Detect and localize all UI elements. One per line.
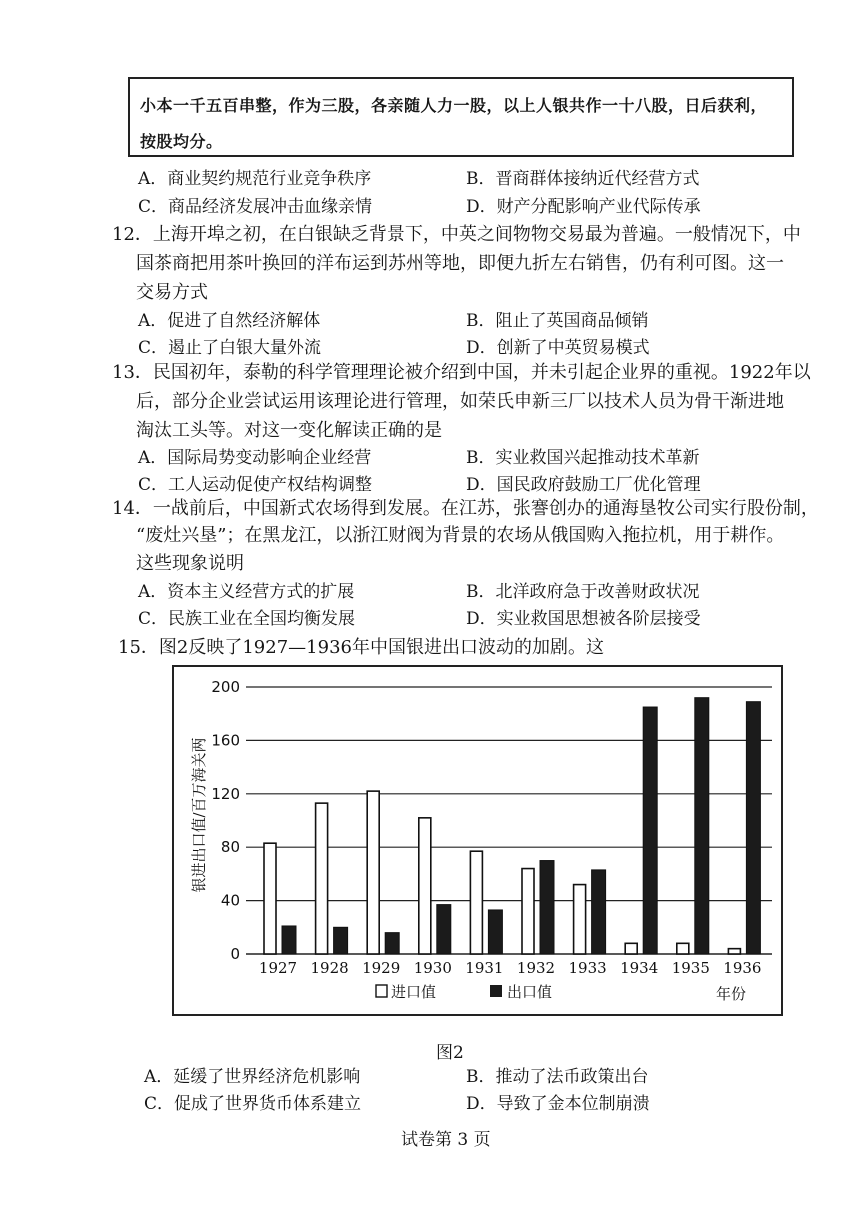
- q11-option-d[interactable]: D．财产分配影响产业代际传承: [466, 197, 701, 217]
- bar-import-1927: [264, 843, 276, 954]
- bar-export-1935: [695, 698, 709, 954]
- y-axis-label: 银进出口值/百万海关两: [190, 737, 208, 893]
- legend-export-swatch: [490, 985, 502, 997]
- q13-stem-line-1: 13．民国初年，泰勒的科学管理理论被介绍到中国，并未引起企业界的重视。1922年以: [112, 362, 811, 383]
- page-number: 试卷第 3 页: [401, 1130, 491, 1150]
- x-tick-label-1927: 1927: [258, 959, 298, 977]
- q12-stem-line-3: 交易方式: [136, 282, 208, 303]
- source-material-line-2: 按股均分。: [140, 132, 223, 151]
- q13-stem-line-3: 淘汰工头等。对这一变化解读正确的是: [136, 420, 442, 441]
- chart-caption: 图2: [436, 1043, 464, 1063]
- bar-export-1936: [746, 702, 760, 954]
- q13-option-d[interactable]: D．国民政府鼓励工厂优化管理: [466, 475, 701, 495]
- q13-option-a[interactable]: A．国际局势变动影响企业经营: [138, 448, 372, 468]
- y-tick-label-0: 0: [230, 945, 240, 963]
- q13-stem-line-2: 后，部分企业尝试运用该理论进行管理，如荣氏申新三厂以技术人员为骨干渐进地: [136, 391, 784, 412]
- bar-import-1931: [470, 851, 482, 954]
- source-material-line-1: 小本一千五百串整，作为三股，各亲随人力一股，以上人银共作一十八股，日后获利，: [140, 96, 768, 115]
- q12-option-d[interactable]: D．创新了中英贸易模式: [466, 338, 650, 358]
- q11-option-a[interactable]: A．商业契约规范行业竞争秩序: [138, 169, 372, 189]
- x-tick-label-1934: 1934: [620, 959, 659, 977]
- q12-option-c[interactable]: C．遏止了白银大量外流: [138, 338, 322, 358]
- bar-import-1928: [316, 803, 328, 954]
- q14-stem-line-3: 这些现象说明: [136, 553, 244, 574]
- bar-import-1936: [728, 949, 740, 954]
- x-tick-label-1930: 1930: [413, 959, 452, 977]
- bar-import-1933: [574, 885, 586, 954]
- q15-option-b[interactable]: B．推动了法币政策出台: [466, 1067, 649, 1087]
- y-tick-label-120: 120: [211, 784, 240, 803]
- q14-option-c[interactable]: C．民族工业在全国均衡发展: [138, 609, 356, 629]
- bar-import-1929: [367, 791, 379, 954]
- bar-export-1933: [592, 870, 606, 954]
- q14-option-d[interactable]: D．实业救国思想被各阶层接受: [466, 609, 701, 629]
- bar-export-1928: [334, 927, 348, 954]
- q11-option-b[interactable]: B．晋商群体接纳近代经营方式: [466, 169, 700, 189]
- x-tick-label-1933: 1933: [568, 959, 607, 977]
- y-tick-label-40: 40: [220, 891, 240, 910]
- bar-import-1934: [625, 943, 637, 954]
- q15-option-d[interactable]: D．导致了金本位制崩溃: [466, 1094, 650, 1114]
- q12-option-a[interactable]: A．促进了自然经济解体: [138, 311, 321, 331]
- x-tick-label-1931: 1931: [465, 959, 504, 977]
- q12-option-b[interactable]: B．阻止了英国商品倾销: [466, 311, 649, 331]
- x-tick-label-1935: 1935: [671, 959, 710, 977]
- x-tick-label-1936: 1936: [723, 959, 762, 977]
- legend-import-label: 进口值: [391, 983, 437, 1001]
- bar-export-1934: [643, 707, 657, 954]
- q14-stem-line-2: “废灶兴垦”；在黑龙江，以浙江财阀为背景的农场从俄国购入拖拉机，用于耕作。: [136, 525, 785, 546]
- q11-option-c[interactable]: C．商品经济发展冲击血缘亲情: [138, 197, 373, 217]
- q12-stem-line-2: 国茶商把用茶叶换回的洋布运到苏州等地，即便九折左右销售，仍有利可图。这一: [136, 253, 784, 274]
- bar-import-1930: [419, 818, 431, 954]
- y-tick-label-160: 160: [211, 731, 240, 750]
- bar-import-1932: [522, 869, 534, 954]
- q14-option-b[interactable]: B．北洋政府急于改善财政状况: [466, 582, 700, 602]
- legend-import-swatch: [376, 985, 387, 997]
- q15-option-c[interactable]: C．促成了世界货币体系建立: [144, 1094, 362, 1114]
- q13-option-c[interactable]: C．工人运动促使产权结构调整: [138, 475, 373, 495]
- bar-import-1935: [677, 943, 689, 954]
- bar-export-1930: [437, 905, 451, 954]
- q14-stem-line-1: 14．一战前后，中国新式农场得到发展。在江苏，张謇创办的通海垦牧公司实行股份制，: [112, 498, 819, 519]
- x-tick-label-1929: 1929: [362, 959, 401, 977]
- bar-export-1929: [385, 933, 399, 954]
- q15-option-a[interactable]: A．延缓了世界经济危机影响: [144, 1067, 361, 1087]
- legend-export-label: 出口值: [507, 983, 553, 1001]
- x-axis-label: 年份: [716, 985, 747, 1003]
- x-tick-label-1932: 1932: [516, 959, 556, 977]
- y-tick-label-80: 80: [220, 838, 240, 857]
- q15-stem-line: 15．图2反映了1927—1936年中国银进出口波动的加剧。这: [118, 637, 604, 658]
- q14-option-a[interactable]: A．资本主义经营方式的扩展: [138, 582, 355, 602]
- bar-export-1932: [540, 861, 554, 954]
- bar-export-1927: [282, 926, 296, 954]
- q13-option-b[interactable]: B．实业救国兴起推动技术革新: [466, 448, 700, 468]
- x-tick-label-1928: 1928: [310, 959, 349, 977]
- q12-stem-line-1: 12．上海开埠之初，在白银缺乏背景下，中英之间物物交易最为普遍。一般情况下，中: [112, 224, 801, 245]
- bar-export-1931: [488, 910, 502, 954]
- y-tick-label-200: 200: [211, 678, 240, 696]
